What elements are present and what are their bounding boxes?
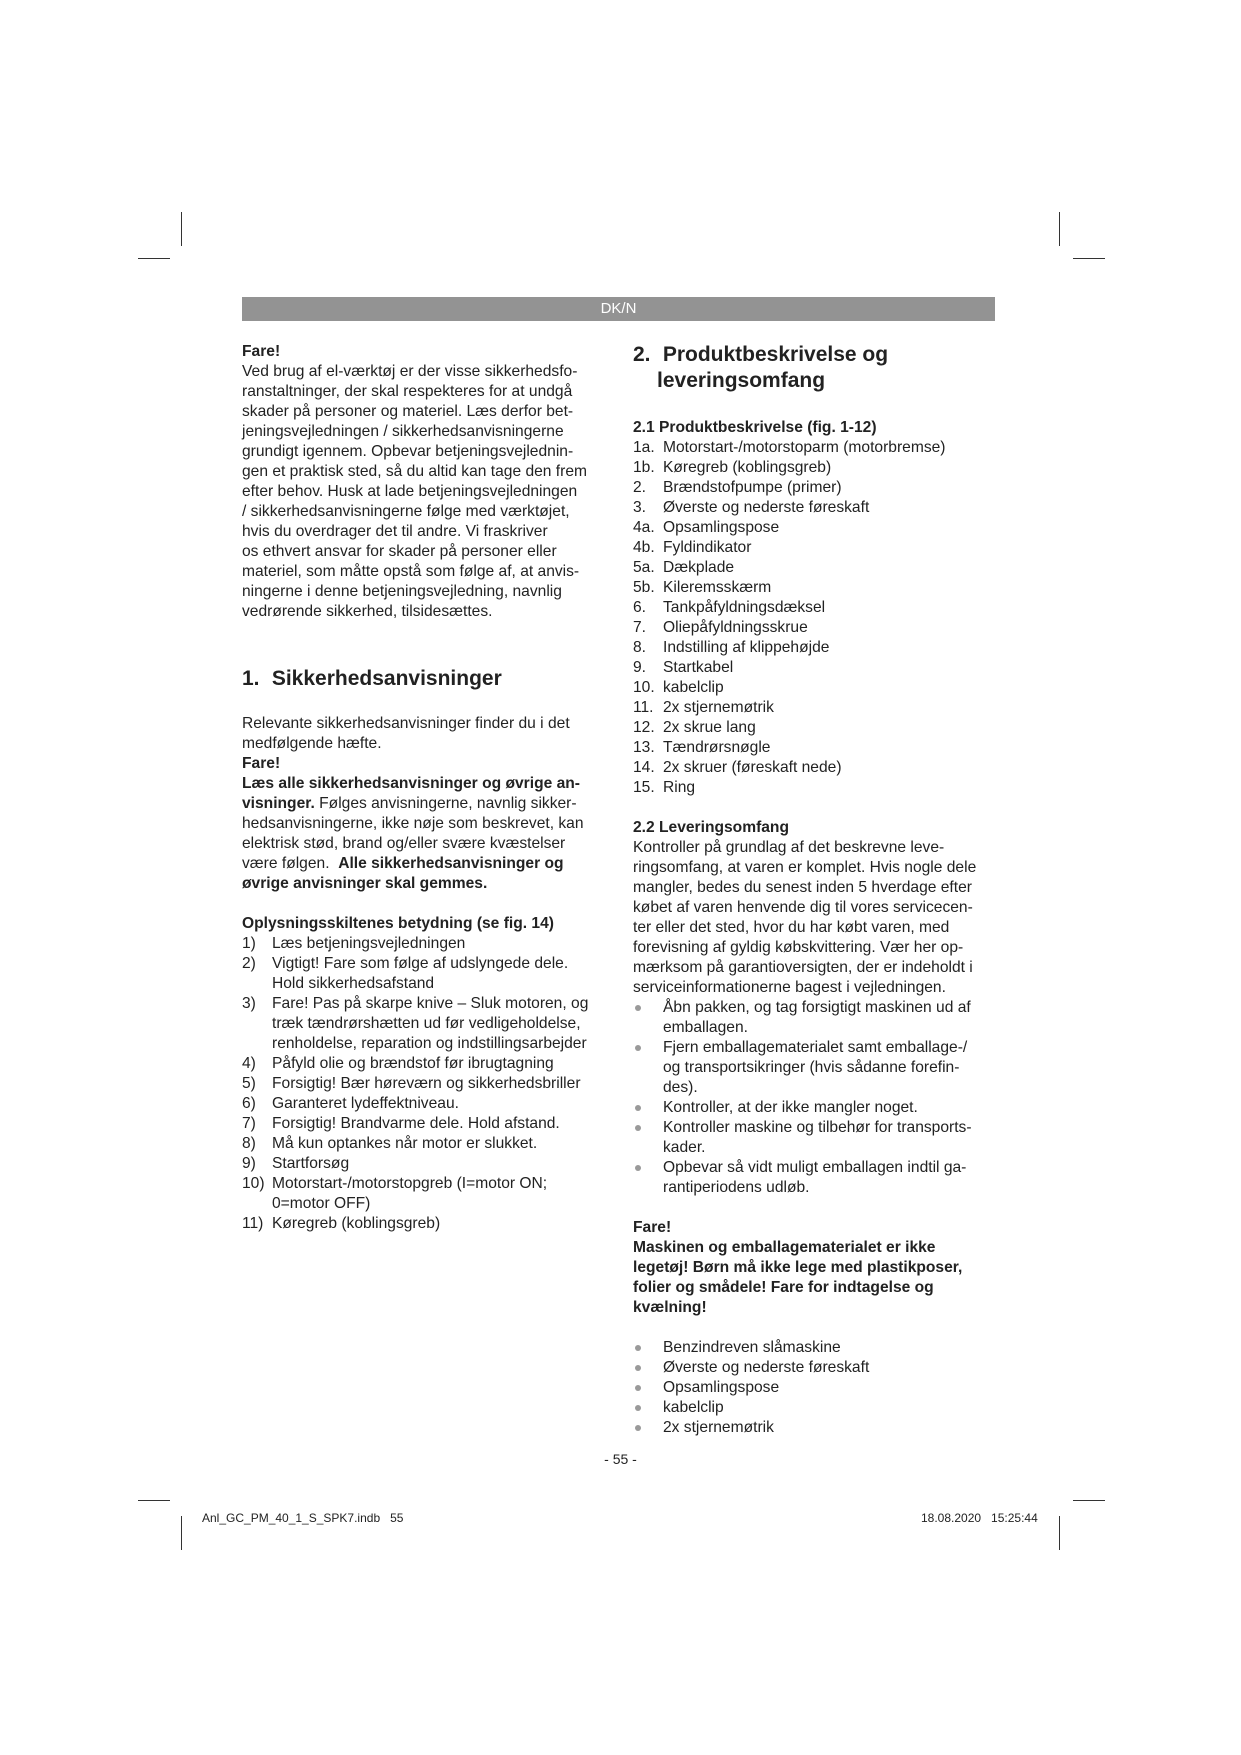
text-line: elektrisk stød, brand og/eller svære kvæstelser	[242, 835, 566, 852]
item-number: 2)	[242, 955, 256, 972]
list-item	[633, 498, 997, 518]
item-text: kabelclip	[663, 679, 724, 696]
item-text: Startkabel	[663, 659, 734, 676]
item-number: 4)	[242, 1055, 256, 1072]
item-number: 8)	[242, 1135, 256, 1152]
item-number: 1b.	[633, 459, 655, 476]
list-item	[633, 698, 997, 718]
item-number: 2.	[633, 479, 647, 496]
item-text: Forsigtig! Bær høreværn og sikkerhedsbriller	[272, 1075, 581, 1092]
item-text: kader.	[663, 1139, 706, 1156]
item-number: 12.	[633, 719, 655, 736]
list-item	[633, 558, 997, 578]
crop-mark-top-right-v	[1059, 212, 1060, 246]
bullet-item: kabelclip	[633, 1398, 997, 1418]
list-item	[242, 954, 610, 994]
item-number: 8.	[633, 639, 647, 656]
list-item	[242, 994, 610, 1054]
warning-text	[242, 362, 610, 622]
item-text: Påfyld olie og brændstof før ibrugtagning	[272, 1055, 554, 1072]
list-item	[242, 934, 610, 954]
bullet-item	[633, 1118, 997, 1158]
text-line: medfølgende hæfte.	[242, 735, 382, 752]
list-item	[242, 1134, 610, 1154]
item-text: Åbn pakken, og tag forsigtigt maskinen ud af	[663, 999, 971, 1016]
list-item	[633, 718, 997, 738]
list-item	[633, 638, 997, 658]
text-line: grundigt igennem. Opbevar betjeningsvejlednin-	[242, 443, 574, 460]
text-line: kvælning!	[633, 1299, 707, 1316]
item-text: Læs betjeningsvejledningen	[272, 935, 466, 952]
item-number: 5a.	[633, 559, 655, 576]
item-number: 9.	[633, 659, 647, 676]
text-line	[242, 854, 610, 874]
item-text: træk tændrørshætten ud før vedligeholdelse,	[272, 1015, 581, 1032]
bullet-item	[633, 998, 997, 1038]
item-text: Dækplade	[663, 559, 735, 576]
item-text: Motorstart-/motorstopgreb (I=motor ON;	[272, 1175, 548, 1192]
item-text: Hold sikkerhedsafstand	[272, 975, 435, 992]
list-item	[242, 1214, 610, 1234]
text-line: vedrørende sikkerhed, tilsidesættes.	[242, 603, 493, 620]
list-item	[633, 658, 997, 678]
text-line: mærksom på garantioversigten, der er indeholdt i	[633, 959, 973, 976]
warning-title: Fare!	[242, 755, 281, 772]
text-line: folier og smådele! Fare for indtagelse og	[633, 1279, 934, 1296]
item-text: Køregreb (koblingsgreb)	[663, 459, 832, 476]
list-item	[242, 1074, 610, 1094]
item-text: Opsamlingspose	[663, 519, 780, 536]
item-text: 2x skruer (føreskaft nede)	[663, 759, 842, 776]
text-line: Kontroller på grundlag af det beskrevne leve-	[633, 839, 945, 856]
item-text: Brændstofpumpe (primer)	[663, 479, 842, 496]
item-number: 6.	[633, 599, 647, 616]
section-number: 2.	[633, 343, 651, 366]
text-line: ningerne i denne betjeningsvejledning, navnlig	[242, 583, 562, 600]
signs-list	[242, 934, 610, 1234]
crop-mark-top-left-v	[181, 212, 182, 246]
section-number: 1.	[242, 667, 260, 690]
text-line: øvrige anvisninger skal gemmes.	[242, 875, 488, 892]
text-line	[242, 794, 610, 814]
list-item	[633, 778, 997, 798]
item-text: rantiperiodens udløb.	[663, 1179, 810, 1196]
crop-mark-bottom-right-h	[1073, 1500, 1105, 1501]
item-text: Startforsøg	[272, 1155, 350, 1172]
item-text: og transportsikringer (hvis sådanne forefin-	[663, 1059, 960, 1076]
parts-list	[633, 438, 997, 798]
text-line: ter eller det sted, hvor du har købt varen, med	[633, 919, 950, 936]
item-number: 6)	[242, 1095, 256, 1112]
list-item	[633, 598, 997, 618]
warning-title: Fare!	[242, 343, 281, 360]
section-title-line2: leveringsomfang	[657, 369, 826, 392]
text-line: Ved brug af el-værktøj er der visse sikkerhedsfo-	[242, 363, 578, 380]
text-line: forevisning af gyldig købskvittering. Vær her op-	[633, 939, 964, 956]
language-label: DK/N	[600, 300, 637, 317]
text-line: Relevante sikkerhedsanvisninger finder du i det	[242, 715, 570, 732]
item-text: 0=motor OFF)	[272, 1195, 371, 1212]
bullet-item	[633, 1158, 997, 1198]
crop-mark-bottom-left-h	[138, 1500, 170, 1501]
text-line: gen et praktisk sted, så du altid kan tage den frem	[242, 463, 587, 480]
item-number: 4a.	[633, 519, 655, 536]
text-line: skader på personer og materiel. Læs derfor bet-	[242, 403, 574, 420]
list-item	[242, 1174, 610, 1214]
text-line: legetøj! Børn må ikke lege med plastikposer,	[633, 1259, 963, 1276]
bullet-item: Opsamlingspose	[633, 1378, 997, 1398]
list-item	[633, 578, 997, 598]
list-item	[633, 438, 997, 458]
text-line: os ethvert ansvar for skader på personer eller	[242, 543, 557, 560]
item-text: 2x stjernemøtrik	[663, 699, 774, 716]
item-number: 15.	[633, 779, 655, 796]
warning-text	[633, 1238, 997, 1318]
list-item	[633, 518, 997, 538]
left-column	[242, 342, 610, 1234]
text-line: efter behov. Husk at lade betjeningsvejledningen	[242, 483, 578, 500]
signs-heading: Oplysningsskiltenes betydning (se fig. 14)	[242, 915, 554, 932]
item-text: des).	[663, 1079, 698, 1096]
item-text: Kontroller, at der ikke mangler noget.	[663, 1099, 918, 1116]
crop-mark-bottom-left-v	[181, 1516, 182, 1550]
item-text: Oliepåfyldningsskrue	[663, 619, 808, 636]
item-number: 14.	[633, 759, 655, 776]
item-number: 9)	[242, 1155, 256, 1172]
item-text: Ring	[663, 779, 696, 796]
bold-text: Alle sikkerhedsanvisninger og	[338, 855, 564, 872]
item-text: Kileremsskærm	[663, 579, 772, 596]
bullet-item	[633, 1038, 997, 1098]
safety-intro	[242, 714, 610, 894]
bold-text: visninger.	[242, 795, 315, 812]
list-item	[633, 458, 997, 478]
text-line: serviceinformationerne bagest i vejledningen.	[633, 979, 946, 996]
text-line: ringsomfang, at varen er komplet. Hvis nogle dele	[633, 859, 977, 876]
item-number: 11)	[242, 1215, 264, 1232]
list-item	[633, 618, 997, 638]
delivery-steps-list	[633, 998, 997, 1198]
item-text: Garanteret lydeffektniveau.	[272, 1095, 459, 1112]
text-line: jeningsvejledningen / sikkerhedsanvisningerne	[242, 423, 564, 440]
item-number: 10.	[633, 679, 655, 696]
item-text: Indstilling af klippehøjde	[663, 639, 830, 656]
text-line: / sikkerhedsanvisningerne følge med værktøjet,	[242, 503, 570, 520]
item-number: 1)	[242, 935, 256, 952]
list-item	[242, 1154, 610, 1174]
item-number: 3)	[242, 995, 256, 1012]
plain-text: Følges anvisningerne, navnlig sikker-	[314, 795, 577, 812]
list-item	[242, 1054, 610, 1074]
item-number: 13.	[633, 739, 655, 756]
text-line: ranstaltninger, der skal respekteres for at undgå	[242, 383, 573, 400]
item-text: Må kun optankes når motor er slukket.	[272, 1135, 538, 1152]
section-2-heading	[633, 342, 997, 394]
item-number: 1a.	[633, 439, 655, 456]
list-item	[633, 738, 997, 758]
text-line: Læs alle sikkerhedsanvisninger og øvrige an-	[242, 775, 580, 792]
item-text: Motorstart-/motorstoparm (motorbremse)	[663, 439, 946, 456]
footer-timestamp: 18.08.2020 15:25:44	[921, 1511, 1038, 1525]
item-text: Opbevar så vidt muligt emballagen indtil ga-	[663, 1159, 967, 1176]
plain-text: være følgen.	[242, 855, 339, 872]
text-line: Maskinen og emballagematerialet er ikke	[633, 1239, 936, 1256]
page-number: - 55 -	[604, 1451, 637, 1467]
item-text: Fare! Pas på skarpe knive – Sluk motoren, og	[272, 995, 589, 1012]
item-number: 11.	[633, 699, 654, 716]
bullet-item: 2x stjernemøtrik	[633, 1418, 997, 1438]
item-text: Øverste og nederste føreskaft	[663, 499, 870, 516]
item-text: emballagen.	[663, 1019, 748, 1036]
item-text: Køregreb (koblingsgreb)	[272, 1215, 441, 1232]
footer-filename: Anl_GC_PM_40_1_S_SPK7.indb 55	[202, 1511, 404, 1525]
text-line: hvis du overdrager det til andre. Vi fraskriver	[242, 523, 548, 540]
text-line: materiel, som måtte opstå som følge af, at anvis-	[242, 563, 580, 580]
bullet-item	[633, 1098, 997, 1118]
item-text: Forsigtig! Brandvarme dele. Hold afstand.	[272, 1115, 560, 1132]
delivery-scope-text	[633, 838, 997, 998]
product-description-heading: 2.1 Produktbeskrivelse (fig. 1-12)	[633, 419, 877, 436]
item-number: 7.	[633, 619, 647, 636]
contents-list	[633, 1338, 997, 1438]
item-text: Fyldindikator	[663, 539, 752, 556]
list-item	[633, 678, 997, 698]
crop-mark-bottom-right-v	[1059, 1516, 1060, 1550]
text-line: købet af varen henvende dig til vores servicecen-	[633, 899, 973, 916]
list-item	[242, 1094, 610, 1114]
item-number: 3.	[633, 499, 647, 516]
text-line: hedsanvisningerne, ikke nøje som beskrevet, kan	[242, 815, 584, 832]
item-number: 7)	[242, 1115, 256, 1132]
text-line: mangler, bedes du senest inden 5 hverdage efter	[633, 879, 972, 896]
delivery-scope-heading: 2.2 Leveringsomfang	[633, 819, 789, 836]
list-item	[633, 758, 997, 778]
section-title: Sikkerhedsanvisninger	[271, 667, 502, 690]
right-column	[633, 342, 997, 1438]
section-1-heading	[242, 666, 610, 692]
item-text: Tankpåfyldningsdæksel	[663, 599, 826, 616]
list-item	[633, 478, 997, 498]
item-text: renholdelse, reparation og indstillingsarbejder	[272, 1035, 587, 1052]
item-text: Kontroller maskine og tilbehør for transports-	[663, 1119, 972, 1136]
item-text: 2x skrue lang	[663, 719, 756, 736]
list-item	[633, 538, 997, 558]
section-title: Produktbeskrivelse og	[662, 343, 889, 366]
item-number: 10)	[242, 1175, 265, 1192]
language-header-bar	[242, 297, 995, 321]
item-number: 5b.	[633, 579, 655, 596]
item-number: 5)	[242, 1075, 256, 1092]
crop-mark-top-left-h	[138, 258, 170, 259]
crop-mark-top-right-h	[1073, 258, 1105, 259]
bullet-item: Øverste og nederste føreskaft	[633, 1358, 997, 1378]
list-item	[242, 1114, 610, 1134]
warning-title: Fare!	[633, 1219, 672, 1236]
bullet-item: Benzindreven slåmaskine	[633, 1338, 997, 1358]
item-text: Fjern emballagematerialet samt emballage-/	[663, 1039, 968, 1056]
item-text: Tændrørsnøgle	[663, 739, 771, 756]
item-number: 4b.	[633, 539, 655, 556]
item-text: Vigtigt! Fare som følge af udslyngede dele.	[272, 955, 569, 972]
